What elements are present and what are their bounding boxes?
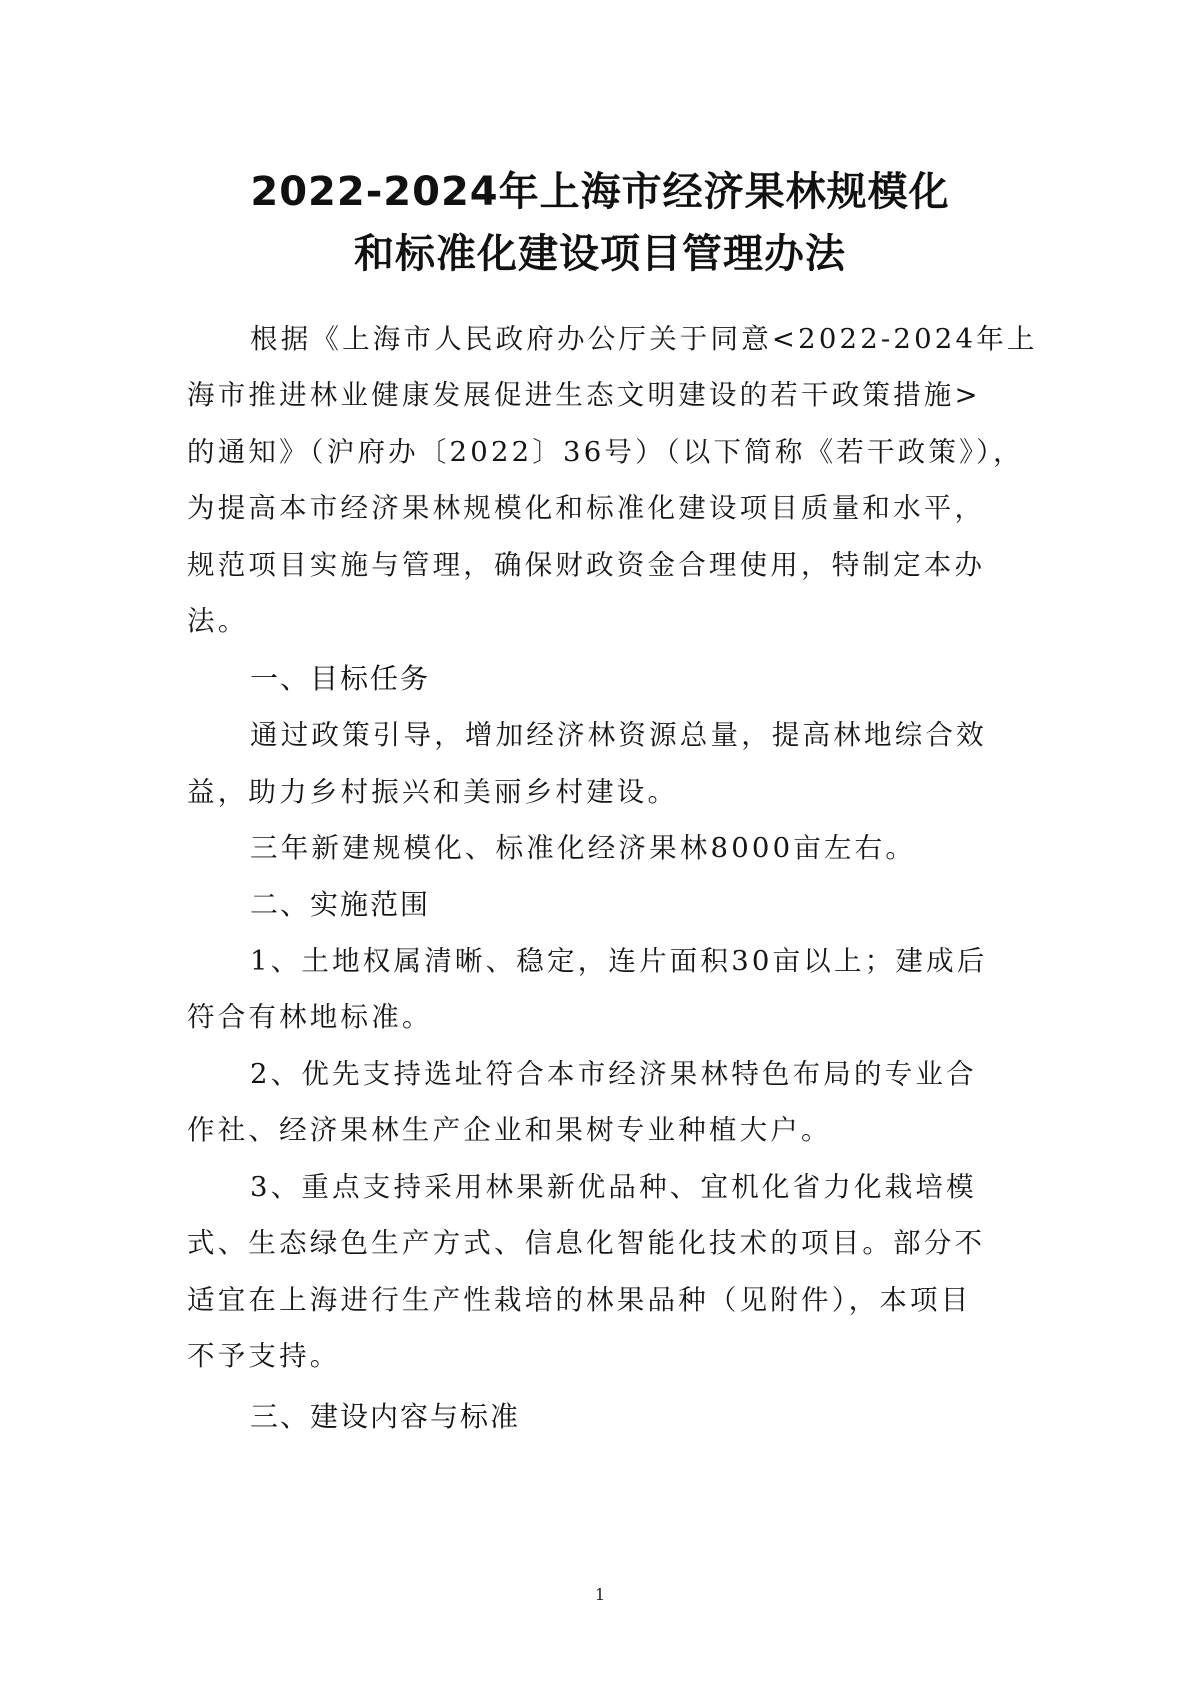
intro-paragraph-line: 规范项目实施与管理，确保财政资金合理使用，特制定本办 xyxy=(187,549,986,581)
page-number: 1 xyxy=(594,1585,606,1604)
section-1-line: 益，助力乡村振兴和美丽乡村建设。 xyxy=(187,776,679,808)
intro-paragraph-line: 海市推进林业健康发展促进生态文明建设的若干政策措施> xyxy=(187,379,981,411)
document-title-line-1: 2022-2024年上海市经济果林规模化 xyxy=(250,169,950,215)
section-2-line: 适宜在上海进行生产性栽培的林果品种（见附件），本项目 xyxy=(187,1284,972,1316)
intro-paragraph-line: 法。 xyxy=(187,605,249,637)
section-heading-goals: 一、目标任务 xyxy=(250,662,431,695)
section-heading-scope: 二、实施范围 xyxy=(250,888,431,921)
section-2-line: 2、优先支持选址符合本市经济果林特色布局的专业合 xyxy=(250,1058,977,1090)
intro-paragraph-line: 为提高本市经济果林规模化和标准化建设项目质量和水平， xyxy=(187,492,986,524)
document-title-line-2: 和标准化建设项目管理办法 xyxy=(354,231,846,277)
section-heading-construction: 三、建设内容与标准 xyxy=(250,1400,521,1433)
intro-paragraph-line: 根据《上海市人民政府办公厅关于同意<2022-2024年上 xyxy=(250,323,1038,355)
section-1-line: 三年新建规模化、标准化经济果林8000亩左右。 xyxy=(250,832,917,864)
section-2-line: 3、重点支持采用林果新优品种、宜机化省力化栽培模 xyxy=(250,1171,977,1203)
section-2-line: 符合有林地标准。 xyxy=(187,1001,433,1033)
section-1-line: 通过政策引导，增加经济林资源总量，提高林地综合效 xyxy=(250,719,987,751)
section-2-line: 作社、经济果林生产企业和果树专业种植大户。 xyxy=(187,1114,832,1146)
section-2-line: 式、生态绿色生产方式、信息化智能化技术的项目。部分不 xyxy=(187,1227,986,1259)
intro-paragraph-line: 的通知》（沪府办〔2022〕36号）（以下简称《若干政策》）， xyxy=(187,436,1024,468)
section-2-line: 不予支持。 xyxy=(187,1340,341,1372)
section-2-line: 1、土地权属清晰、稳定，连片面积30亩以上；建成后 xyxy=(250,945,988,977)
